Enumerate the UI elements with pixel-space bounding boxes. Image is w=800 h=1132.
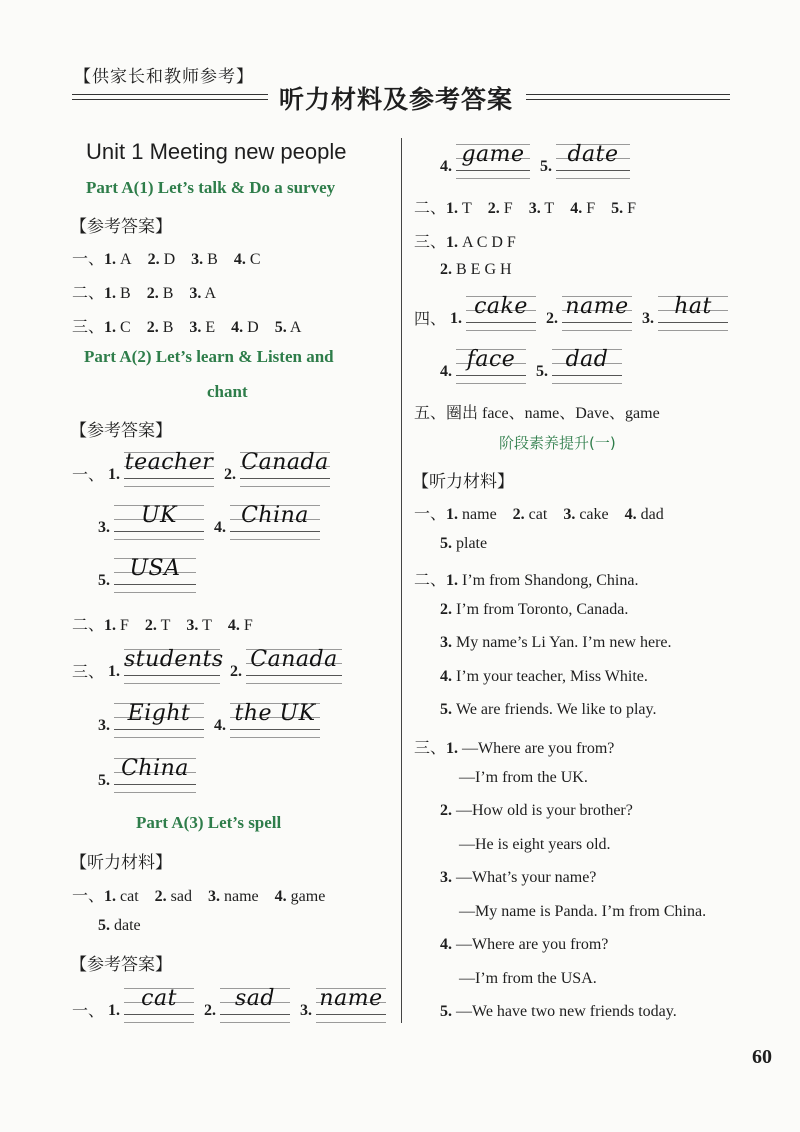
transcript-text: I’m from Shandong, China. xyxy=(462,572,639,589)
item-number: 5. xyxy=(540,158,552,175)
item-number: 5. xyxy=(440,1003,456,1020)
transcript-text: —We have two new friends today. xyxy=(456,1003,677,1020)
item-number: 3. xyxy=(98,519,110,536)
transcript-line xyxy=(459,769,588,787)
item-number: 2. xyxy=(230,663,243,680)
item-answer: T xyxy=(156,617,171,634)
transcript-text: My name’s Li Yan. I’m new here. xyxy=(456,634,672,651)
item-answer: A xyxy=(201,285,217,302)
transcript-line xyxy=(440,1003,677,1021)
item-prefix: 一、 xyxy=(72,888,105,905)
transcript-line xyxy=(440,701,656,719)
header-rule-top-thin xyxy=(72,99,268,100)
transcript-text: We are friends. We like to play. xyxy=(456,701,657,718)
item-answer: name xyxy=(220,888,259,905)
item-number: 4. xyxy=(570,200,583,217)
item-prefix: 一、 xyxy=(414,506,447,523)
item-number: 1. xyxy=(446,506,459,523)
answer-line xyxy=(98,917,141,935)
item-number: 4. xyxy=(214,519,226,536)
item-number: 2. xyxy=(546,310,559,327)
item-number: 3. xyxy=(563,506,576,523)
handwritten-answer: name xyxy=(565,294,629,319)
item-number: 4. xyxy=(214,717,226,734)
item-number: 2. xyxy=(204,1002,217,1019)
item-answer: B xyxy=(158,319,174,336)
item-prefix: 二、 xyxy=(414,200,447,217)
handwritten-answer: Canada xyxy=(250,647,338,672)
four-line-grid xyxy=(562,290,632,330)
item-number: 2. xyxy=(144,617,157,634)
four-line-grid xyxy=(556,138,630,178)
transcript-line xyxy=(459,903,706,921)
item-prefix: 一、 xyxy=(72,1003,105,1020)
item-answer: B xyxy=(203,251,218,268)
four-line-grid xyxy=(220,982,290,1022)
item-number: 1. xyxy=(446,234,459,251)
four-line-grid xyxy=(246,643,342,683)
handwritten-answer: China xyxy=(121,756,189,781)
item-answer: sad xyxy=(166,888,192,905)
four-line-grid xyxy=(240,446,330,486)
four-line-grid xyxy=(230,499,320,539)
item-number: 3. xyxy=(208,888,220,905)
item-number: 3. xyxy=(440,634,456,651)
item-answer: C xyxy=(245,251,261,268)
handwriting-row xyxy=(98,499,330,539)
item-answer: game xyxy=(286,888,326,905)
answer-label-3: 【参考答案】 xyxy=(70,955,172,975)
handwritten-answer: game xyxy=(461,142,525,167)
listening-label: 【听力材料】 xyxy=(70,853,172,873)
item-number: 1. xyxy=(104,285,117,302)
item-number: 3. xyxy=(186,617,199,634)
item-number: 2. xyxy=(487,200,500,217)
item-number: 1. xyxy=(108,466,121,483)
four-line-grid xyxy=(124,643,224,683)
item-number: 5. xyxy=(98,917,110,934)
item-number: 2. xyxy=(146,319,159,336)
item-number: 4. xyxy=(233,251,246,268)
four-line-grid xyxy=(552,343,622,383)
part-heading-2: Part A(2) Let’s learn & Listen and xyxy=(84,347,334,366)
handwritten-answer: Eight xyxy=(127,701,191,726)
four-line-grid xyxy=(114,752,196,792)
item-answer: cat xyxy=(524,506,548,523)
item-answer: F xyxy=(499,200,513,217)
item-number: 4. xyxy=(440,936,456,953)
item-number: 4. xyxy=(227,617,240,634)
part-heading-3: Part A(3) Let’s spell xyxy=(136,813,282,832)
header-rule-top xyxy=(72,94,268,95)
page-title: 听力材料及参考答案 xyxy=(279,85,514,114)
item-number: 3. xyxy=(642,310,655,327)
transcript-text: I’m your teacher, Miss White. xyxy=(456,667,648,685)
item-answer: D xyxy=(243,319,259,336)
item-number: 1. xyxy=(104,251,117,268)
item-number: 3. xyxy=(528,200,541,217)
handwriting-row xyxy=(98,697,330,737)
item-number: 5. xyxy=(440,535,452,552)
header-tag: 【供家长和教师参考】 xyxy=(74,67,254,87)
answer-line xyxy=(72,883,325,906)
handwriting-row xyxy=(98,752,206,792)
transcript-line xyxy=(459,836,611,854)
item-number: 2. xyxy=(440,261,452,278)
item-prefix: 三、 xyxy=(72,664,105,681)
item-answer: T xyxy=(540,200,555,217)
item-number: 3. xyxy=(300,1002,313,1019)
handwritten-answer: face xyxy=(466,347,516,372)
item-number: 2. xyxy=(154,888,167,905)
item-answer: B xyxy=(158,285,174,302)
handwritten-answer: China xyxy=(241,503,309,528)
transcript-text: —I’m from the UK. xyxy=(459,768,588,786)
item-number: 3. xyxy=(189,319,202,336)
listening-label-2: 【听力材料】 xyxy=(412,472,514,492)
item-prefix: 四、 xyxy=(414,311,447,328)
stage-title: 阶段素养提升(一) xyxy=(499,434,616,452)
transcript-line xyxy=(440,802,633,820)
handwritten-answer: students xyxy=(124,647,224,672)
handwriting-row xyxy=(72,982,396,1022)
handwritten-answer: teacher xyxy=(124,450,214,475)
four-line-grid xyxy=(316,982,386,1022)
four-line-grid xyxy=(124,982,194,1022)
part-heading-1: Part A(1) Let’s talk & Do a survey xyxy=(86,178,336,197)
item-answer: cat xyxy=(116,888,139,905)
transcript-text: —Where are you from? xyxy=(456,936,609,953)
handwritten-answer: sad xyxy=(235,986,276,1011)
handwriting-row xyxy=(72,643,352,683)
four-line-grid xyxy=(466,290,536,330)
part-heading-2-cont: chant xyxy=(207,382,248,401)
handwriting-row xyxy=(440,343,632,383)
item-answer: T xyxy=(458,200,472,217)
item-number: 1. xyxy=(446,200,459,217)
item-number: 4. xyxy=(440,667,456,685)
handwritten-answer: Canada xyxy=(241,450,329,475)
item-number: 3. xyxy=(189,285,202,302)
four-line-grid xyxy=(230,697,320,737)
transcript-text: —Where are you from? xyxy=(462,740,615,757)
item-number: 1. xyxy=(446,740,463,757)
four-line-grid xyxy=(124,446,214,486)
four-line-grid xyxy=(114,697,204,737)
item-answer: cake xyxy=(575,506,609,523)
item-number: 5. xyxy=(98,772,110,789)
item-answer: A xyxy=(286,319,302,336)
handwritten-answer: date xyxy=(567,142,619,167)
item-answer: D xyxy=(159,251,176,268)
four-line-grid xyxy=(456,138,530,178)
transcript-line xyxy=(459,970,597,988)
answer-line xyxy=(72,612,253,635)
answer-label-1: 【参考答案】 xyxy=(70,217,172,237)
answer-line xyxy=(72,246,260,269)
item-number: 4. xyxy=(231,319,244,336)
transcript-line xyxy=(440,936,608,954)
item-prefix: 二、 xyxy=(72,617,105,634)
item-answer: name xyxy=(458,506,497,523)
item-answer: F xyxy=(116,617,129,634)
page-number: 60 xyxy=(752,1046,772,1068)
four-line-grid xyxy=(658,290,728,330)
item-answer: T xyxy=(198,617,212,634)
transcript-line xyxy=(414,735,614,758)
unit-title: Unit 1 Meeting new people xyxy=(86,139,347,164)
answer-line xyxy=(414,229,516,252)
item-number: 2. xyxy=(512,506,525,523)
item-number: 1. xyxy=(104,888,117,905)
answer-line xyxy=(72,314,301,337)
four-line-grid xyxy=(114,499,204,539)
item-number: 2. xyxy=(146,285,159,302)
item-number: 3. xyxy=(440,869,456,886)
handwritten-answer: cake xyxy=(474,294,528,319)
transcript-line xyxy=(440,601,628,619)
item-number: 1. xyxy=(108,663,121,680)
handwritten-answer: USA xyxy=(129,556,181,581)
item-answer: A xyxy=(116,251,132,268)
four-line-grid xyxy=(456,343,526,383)
item-number: 1. xyxy=(108,1002,121,1019)
item-number: 2. xyxy=(224,466,237,483)
item-prefix: 二、 xyxy=(72,285,105,302)
handwriting-row xyxy=(440,138,640,178)
handwritten-answer: hat xyxy=(674,294,712,319)
answer-line-circle: 五、圈出 face、name、Dave、game xyxy=(414,405,660,422)
item-number: 5. xyxy=(536,363,548,380)
item-number: 1. xyxy=(450,310,463,327)
item-answer: C xyxy=(116,319,131,336)
answer-line xyxy=(72,280,216,303)
item-prefix: 三、 xyxy=(414,740,447,757)
item-number: 5. xyxy=(98,572,110,589)
handwritten-answer: cat xyxy=(141,986,177,1011)
item-number: 3. xyxy=(191,251,204,268)
item-number: 1. xyxy=(446,572,463,589)
item-prefix: 一、 xyxy=(72,251,105,268)
item-prefix: 三、 xyxy=(72,319,105,336)
transcript-text: —He is eight years old. xyxy=(459,835,611,853)
transcript-line xyxy=(440,668,648,686)
item-number: 2. xyxy=(440,600,456,618)
handwritten-answer: dad xyxy=(565,347,609,372)
item-answer: plate xyxy=(452,535,488,552)
handwritten-answer: UK xyxy=(141,503,177,528)
item-number: 5. xyxy=(440,701,456,718)
item-answer: B E G H xyxy=(452,261,512,278)
item-answer: F xyxy=(239,617,253,634)
handwriting-row xyxy=(72,446,340,486)
handwriting-row xyxy=(98,552,206,592)
handwriting-row xyxy=(414,290,738,330)
item-answer: F xyxy=(623,200,636,217)
header-rule-right xyxy=(526,94,730,95)
item-number: 2. xyxy=(440,802,456,819)
item-number: 4. xyxy=(440,363,452,380)
transcript-line xyxy=(414,567,638,590)
answer-label-2: 【参考答案】 xyxy=(70,421,172,441)
answer-line xyxy=(414,195,636,218)
item-number: 3. xyxy=(98,717,110,734)
answer-line xyxy=(414,501,664,524)
item-number: 4. xyxy=(274,888,287,905)
answer-line xyxy=(440,261,512,279)
item-number: 1. xyxy=(104,319,117,336)
four-line-grid xyxy=(114,552,196,592)
transcript-line xyxy=(440,634,672,652)
column-divider xyxy=(401,138,402,1023)
item-number: 1. xyxy=(104,617,117,634)
item-answer: E xyxy=(201,319,216,336)
transcript-text: I’m from Toronto, Canada. xyxy=(456,600,629,618)
item-prefix: 三、 xyxy=(414,234,447,251)
answer-line xyxy=(440,535,487,553)
transcript-text: —I’m from the USA. xyxy=(459,969,597,987)
header-rule-right-thin xyxy=(526,99,730,100)
item-number: 5. xyxy=(274,319,287,336)
item-prefix: 二、 xyxy=(414,572,447,589)
transcript-text: —My name is Panda. I’m from China. xyxy=(459,902,707,920)
item-answer: B xyxy=(116,285,131,302)
item-prefix: 一、 xyxy=(72,467,105,484)
item-number: 4. xyxy=(440,158,452,175)
item-number: 2. xyxy=(147,251,160,268)
transcript-text: —How old is your brother? xyxy=(456,802,633,819)
transcript-line xyxy=(440,869,596,887)
item-number: 5. xyxy=(611,200,624,217)
handwritten-answer: the UK xyxy=(234,701,316,726)
item-answer: dad xyxy=(636,506,664,523)
transcript-text: —What’s your name? xyxy=(456,869,597,886)
item-number: 4. xyxy=(624,506,637,523)
item-answer: date xyxy=(110,917,141,934)
handwritten-answer: name xyxy=(319,986,383,1011)
item-answer: A C D F xyxy=(458,234,516,251)
item-answer: F xyxy=(582,200,596,217)
